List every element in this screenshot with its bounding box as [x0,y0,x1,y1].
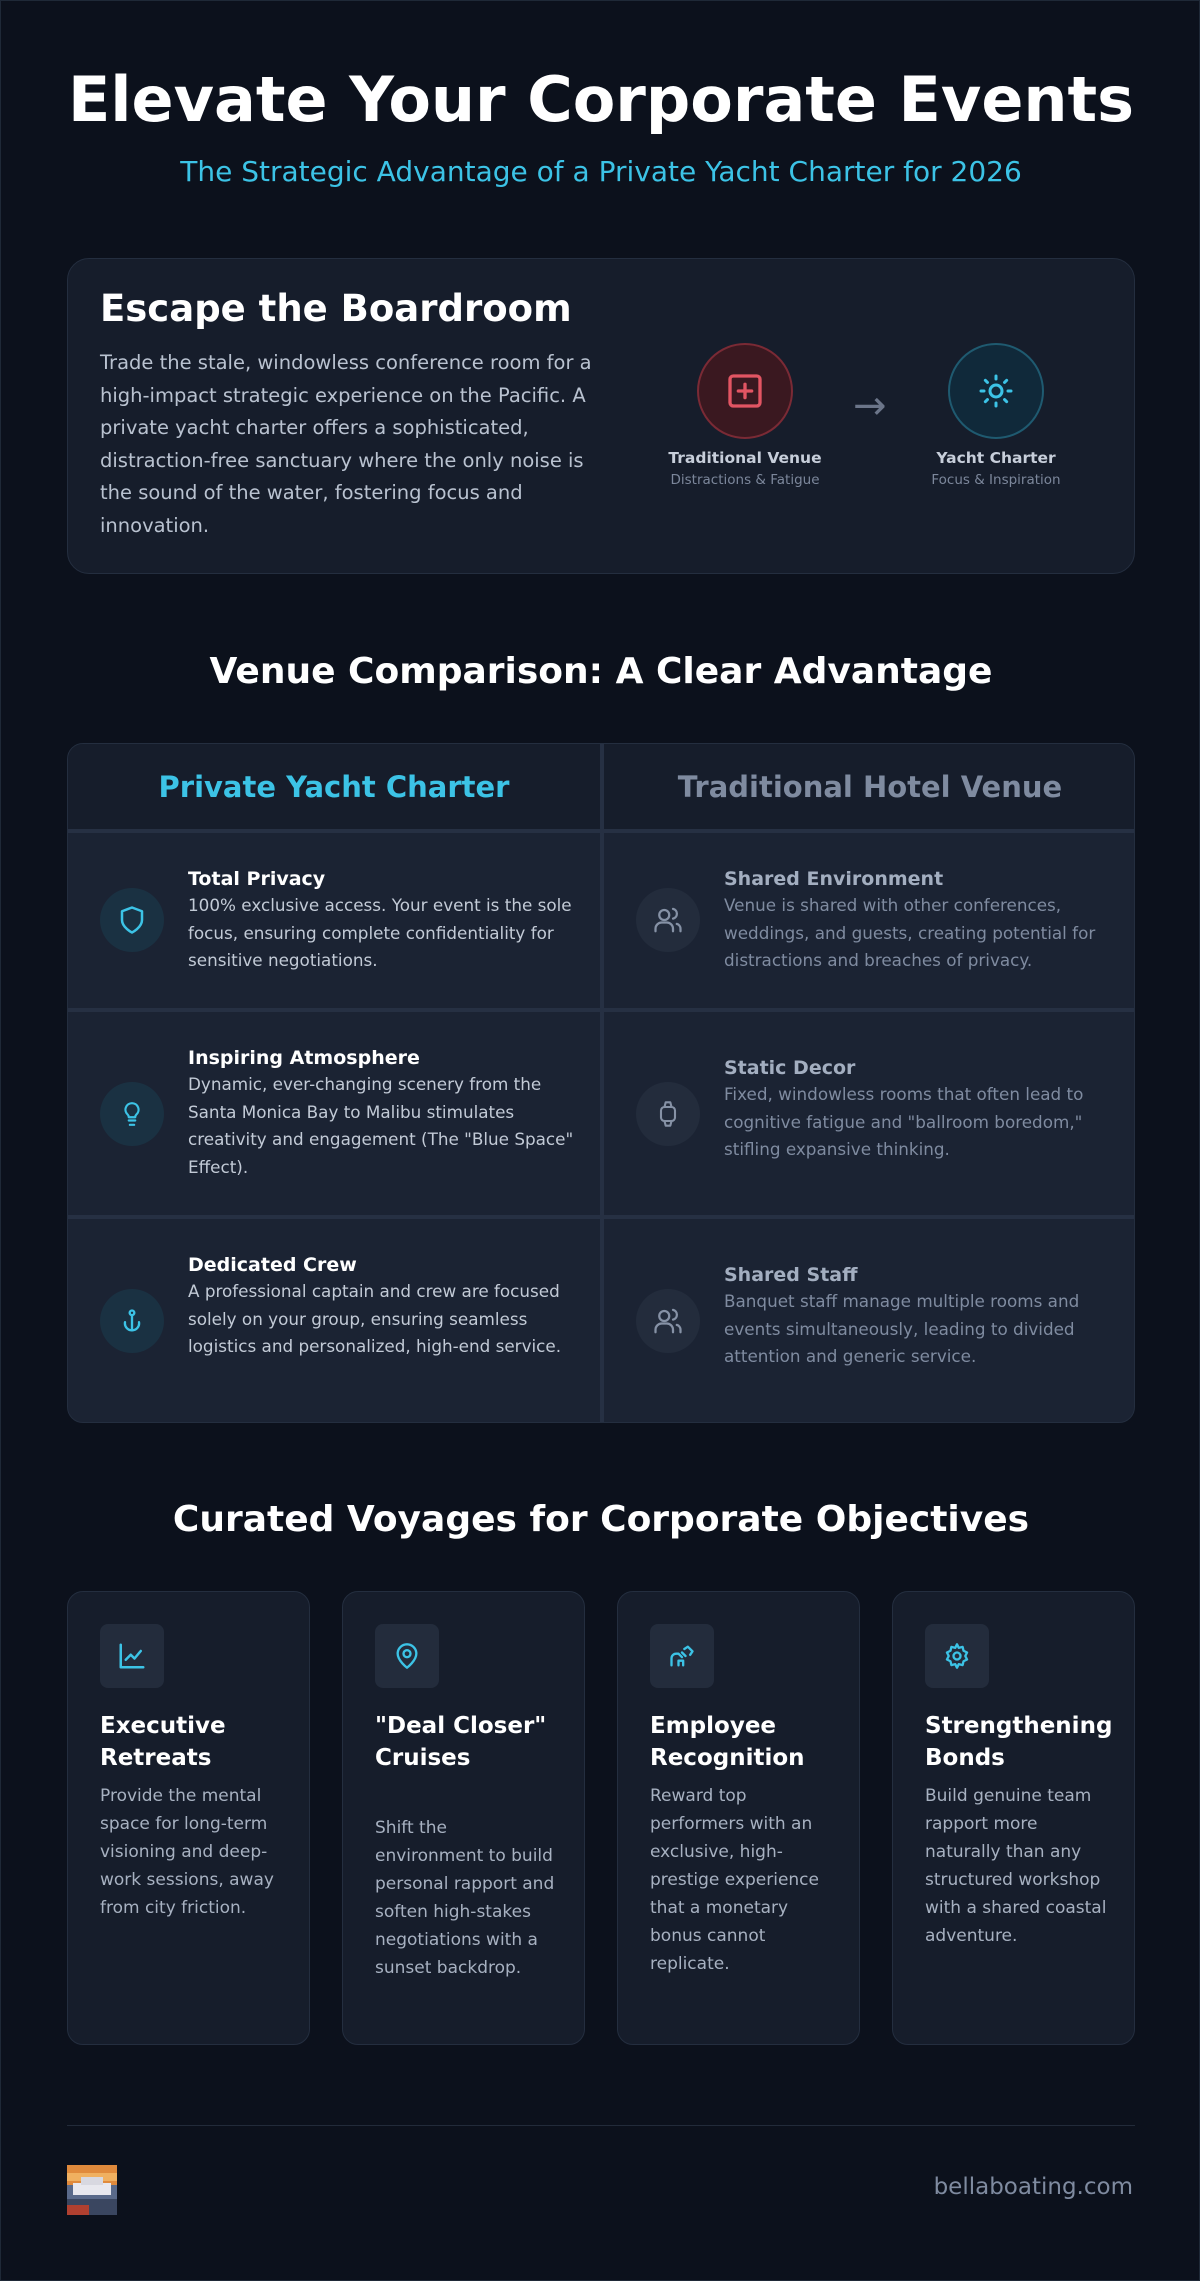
cell-title: Total Privacy [188,868,326,890]
escape-body: Trade the stale, windowless conference room for a high-impact strategic experience on the Pacific. A private yacht charter offers a sophisticated, distraction-free sanctuary where the only noise is the sound of the water, fostering focus and innovation. [100,351,592,537]
footer-site-link[interactable]: bellaboating.com [933,2174,1133,2200]
voyage-card [342,1591,585,2045]
yacht-column-header: Private Yacht Charter [68,744,600,829]
yacht-charter-label: Yacht Charter [936,449,1056,467]
comparison-cell [604,1219,1135,1423]
cell-title: Inspiring Atmosphere [188,1047,420,1069]
page-title: Elevate Your Corporate Events [67,63,1135,136]
cell-desc: Dynamic, ever-changing scenery from the Santa Monica Bay to Malibu stimulates creativity and engagement (The "Blue Space" Effect). [188,1074,574,1177]
cell-title: Shared Environment [724,868,944,890]
logo-image [67,2165,117,2215]
gear-icon [925,1624,989,1688]
cell-title: Dedicated Crew [188,1254,357,1276]
plus-square-icon [697,343,793,439]
sun-icon [948,343,1044,439]
voyage-desc: Shift the environment to build personal rapport and soften high-stakes negotiations with a sunset backdrop. [375,1818,555,1978]
voyage-desc: Reward top performers with an exclusive, high-prestige experience that a monetary bonus cannot replicate. [650,1786,819,1974]
comparison-cell [604,833,1135,1008]
watch-icon [636,1082,700,1146]
voyage-card [617,1591,860,2045]
voyages-heading: Curated Voyages for Corporate Objectives [172,1499,1030,1540]
voyage-title: Strengthening Bonds [925,1713,1113,1771]
comparison-heading: Venue Comparison: A Clear Advantage [209,651,993,692]
cell-desc: 100% exclusive access. Your event is the sole focus, ensuring complete confidentiality for sensitive negotiations. [188,895,572,970]
comparison-cell [68,833,600,1008]
footer-divider [67,2125,1135,2126]
cell-title: Static Decor [724,1057,856,1079]
comparison-cell [68,1012,600,1215]
cell-desc: Banquet staff manage multiple rooms and events simultaneously, leading to divided attention and generic service. [724,1291,1080,1366]
anchor-icon [100,1289,164,1353]
escape-card [67,258,1135,574]
handshake-icon [650,1624,714,1688]
hotel-column-header: Traditional Hotel Venue [604,744,1135,829]
yacht-charter-sub: Focus & Inspiration [931,472,1061,488]
page-subtitle: The Strategic Advantage of a Private Yacht Charter for 2026 [180,155,1022,188]
voyage-card [892,1591,1135,2045]
voyage-desc: Build genuine team rapport more naturally than any structured workshop with a shared coastal adventure. [925,1786,1107,1946]
lightbulb-icon [100,1082,164,1146]
voyage-title: Executive Retreats [100,1713,226,1771]
escape-title: Escape the Boardroom [100,287,572,330]
users-icon [636,888,700,952]
cell-title: Shared Staff [724,1264,858,1286]
comparison-table [67,743,1135,1423]
traditional-venue-sub: Distractions & Fatigue [670,472,820,488]
shield-icon [100,888,164,952]
comparison-cell [68,1219,600,1423]
arrow-right-icon: → [853,383,887,429]
comparison-cell [604,1012,1135,1215]
voyage-title: Employee Recognition [650,1713,805,1771]
cell-desc: Venue is shared with other conferences, weddings, and guests, creating potential for distractions and breaches of privacy. [724,895,1096,970]
voyage-title: "Deal Closer" Cruises [375,1713,547,1771]
traditional-venue-label: Traditional Venue [668,449,822,467]
cell-desc: Fixed, windowless rooms that often lead to cognitive fatigue and "ballroom boredom," stifling expansive thinking. [724,1084,1084,1159]
cell-desc: A professional captain and crew are focused solely on your group, ensuring seamless logistics and personalized, high-end service. [188,1281,562,1356]
voyage-card [67,1591,310,2045]
voyage-desc: Provide the mental space for long-term visioning and deep-work sessions, away from city friction. [100,1786,274,1918]
line-chart-icon [100,1624,164,1688]
map-pin-icon [375,1624,439,1688]
users-icon [636,1289,700,1353]
